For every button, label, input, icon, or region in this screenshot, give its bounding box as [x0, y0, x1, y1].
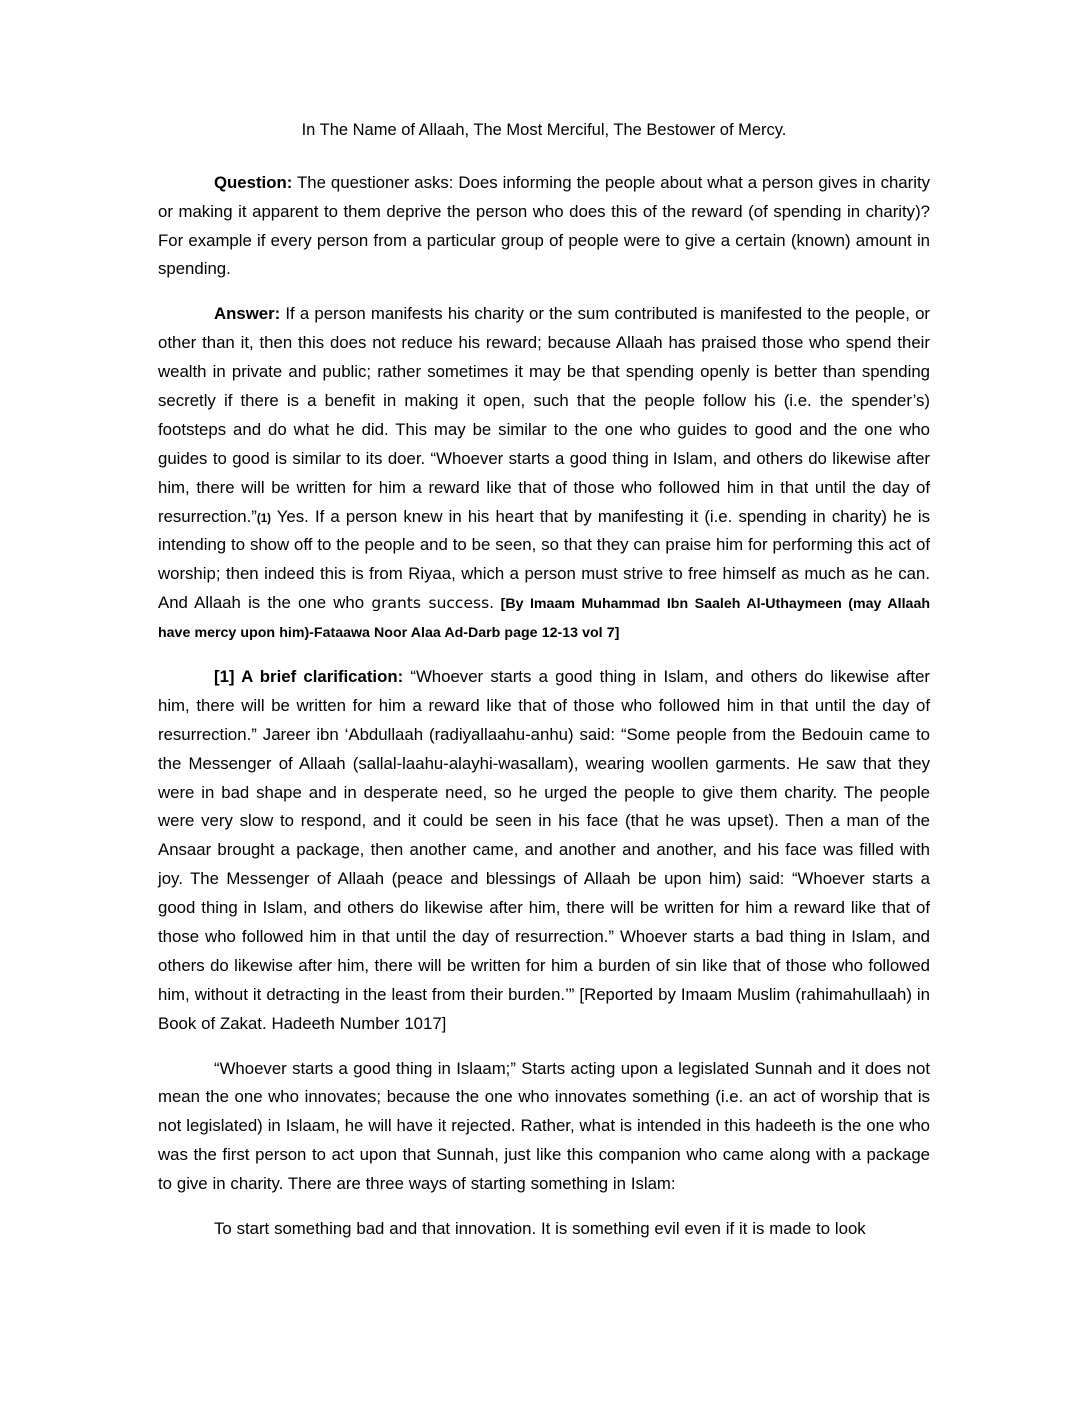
clarification-text: “Whoever starts a good thing in Islam, and others do likewise after him, there will be written for him a reward like that of those who followed him in that until the day of resurrection.” Jareer ibn ‘Abdullaah (radiyallaahu-anhu) said: “Some people from the Bedouin came to the Messenger of Allaah (sallal-laahu-alayhi-wasallam), wearing woollen garments. He saw that they were in bad shape and in desperate need, so he urged the people to give them charity. The people were very slow to respond, and it could be seen in his face (that he was upset). Then a man of the Ansaar brought a package, then another came, and another and another, and his face was filled with joy. The Messenger of Allaah (peace and blessings of Allaah be upon him) said: “Whoever starts a good thing in Islam, and others do likewise after him, there will be written for him a reward like that of those who followed him in that until the day of resurrection.” Whoever starts a bad thing in Islam, and others do likewise after him, there will be written for him a burden of sin like that of those who followed him, without it detracting in the least from their burden.’” [Reported by Imaam Muslim (rahimahullaah) in Book of Zakat. Hadeeth Number 1017]: [158, 667, 930, 1033]
paragraph-answer: [158, 300, 930, 647]
paragraph-closing: To start something bad and that innovation. It is something evil even if it is made to look: [214, 1219, 866, 1239]
answer-text-tail: grants success.: [371, 594, 495, 613]
paragraph-clarification: [158, 663, 930, 1039]
question-text: The questioner asks: Does informing the people about what a person gives in charity or making it apparent to them deprive the person who does this of the reward (of spending in charity)? For example if every person from a particular group of people were to give a certain (known) amount in spending.: [158, 172, 930, 279]
page-title: In The Name of Allaah, The Most Merciful, The Bestower of Mercy.: [301, 121, 787, 139]
clarification-label: [1] A brief clarification:: [214, 667, 404, 686]
footnote-marker: (1): [256, 512, 271, 525]
paragraph-question: [158, 169, 930, 285]
question-label: Question:: [214, 172, 293, 192]
answer-source-citation: [By Imaam Muhammad Ibn Saaleh Al-Uthaymeen (may Allaah have mercy upon him)-Fataawa Noor Alaa Ad-Darb page 12-13 vol 7]: [158, 596, 930, 642]
paragraph-explanation: “Whoever starts a good thing in Islaam;” Starts acting upon a legislated Sunnah and it does not mean the one who innovates; because the one who innovates something (i.e. an act of worship that is not legislated) in Islaam, he will have it rejected. Rather, what is intended in this hadeeth is the one who was the first person to act upon that Sunnah, just like this companion who came along with a package to give in charity. There are three ways of starting something in Islam:: [158, 1058, 930, 1194]
answer-text-part2: Yes. If a person knew in his heart that by manifesting it (i.e. spending in charity) he is intending to show off to the people and to be seen, so that they can praise him for performing this act of worship; then indeed this is from Riyaa, which a person must strive to free himself as much as he can. And Allaah is the one who: [158, 506, 930, 613]
answer-text-part1: If a person manifests his charity or the sum contributed is manifested to the people, or other than it, then this does not reduce his reward; because Allaah has praised those who spend their wealth in private and public; rather sometimes it may be that spending openly is better than spending secretly if there is a benefit in making it open, such that the people follow his (i.e. the spender’s) footsteps and do what he did. This may be similar to the one who guides to good and the one who guides to good is similar to its doer. “Whoever starts a good thing in Islam, and others do likewise after him, there will be written for him a reward like that of those who followed him in that until the day of resurrection.”: [158, 304, 930, 526]
answer-label: Answer:: [214, 304, 281, 324]
